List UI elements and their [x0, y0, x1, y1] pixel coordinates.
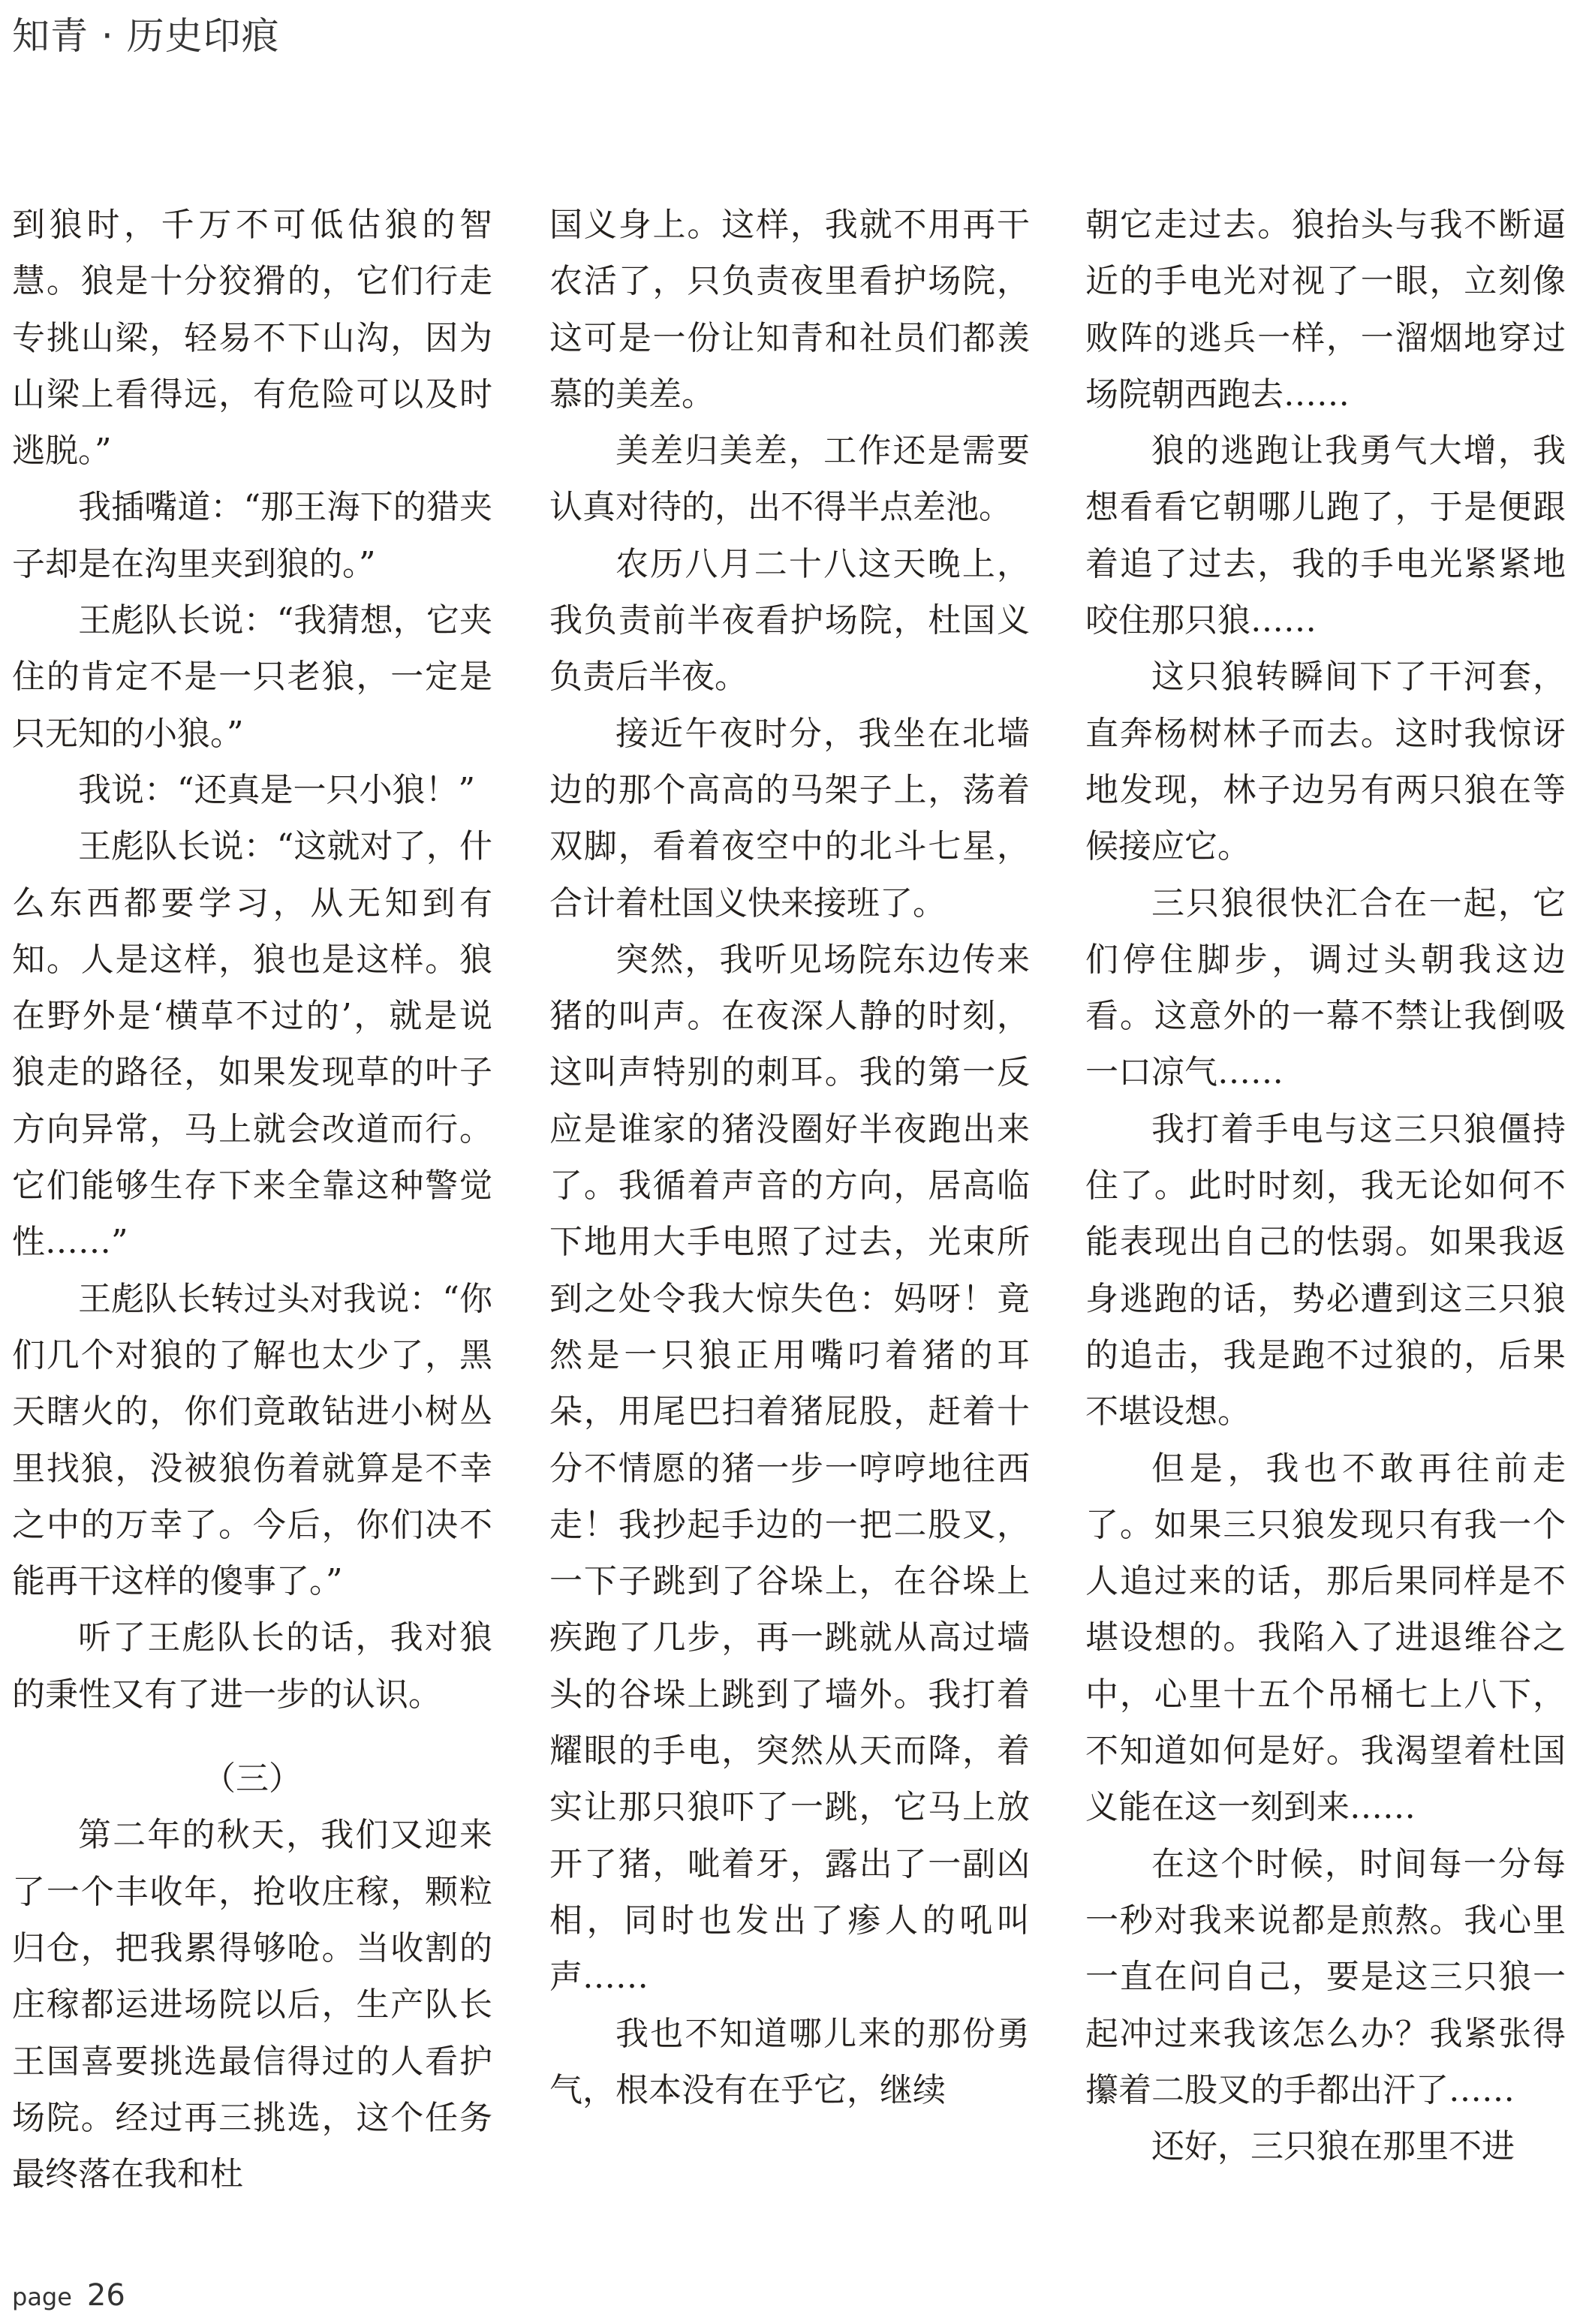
paragraph: 到狼时，千万不可低估狼的智慧。狼是十分狡猾的，它们行走专挑山梁，轻易不下山沟，因为山梁上看得远，有危险可以及时逃脱。”	[12, 206, 492, 471]
paragraph: 王彪队长说：“我猜想，它夹住的肯定不是一只老狼，一定是只无知的小狼。”	[12, 601, 492, 753]
paragraph: 狼的逃跑让我勇气大增，我想看看它朝哪儿跑了，于是便跟着追了过去，我的手电光紧紧地咬住那只狼……	[1085, 432, 1566, 640]
paragraph: 王彪队长说：“这就对了，什么东西都要学习，从无知到有知。人是这样，狼也是这样。狼在野外是‘横草不过的’，就是说狼走的路径，如果发现草的叶子方向异常，马上就会改道而行。它们能够生存下来全靠这种警觉性……”	[12, 827, 492, 1262]
paragraph: 我也不知道哪儿来的那份勇气，根本没有在乎它，继续	[549, 2014, 1030, 2109]
text-column-3	[1085, 197, 1566, 2175]
page-number: 26	[86, 2278, 125, 2313]
section-heading: （三）	[203, 1760, 302, 1799]
text-column-1	[12, 197, 492, 2202]
paragraph: 三只狼很快汇合在一起，它们停住脚步，调过头朝我这边看。这意外的一幕不禁让我倒吸一口凉气……	[1085, 884, 1566, 1092]
paragraph: 我打着手电与这三只狼僵持住了。此时时刻，我无论如何不能表现出自己的怯弱。如果我返身逃跑的话，势必遭到这三只狼的追击，我是跑不过狼的，后果不堪设想。	[1085, 1109, 1566, 1431]
paragraph: 王彪队长转过头对我说：“你们几个对狼的了解也太少了，黑天瞎火的，你们竟敢钻进小树丛里找狼，没被狼伤着就算是不幸之中的万幸了。今后，你们决不能再干这样的傻事了。”	[12, 1279, 492, 1601]
paragraph: 第二年的秋天，我们又迎来了一个丰收年，抢收庄稼，颗粒归仓，把我累得够呛。当收割的庄稼都运进场院以后，生产队长王国喜要挑选最信得过的人看护场院。经过再三挑选，这个任务最终落在我和杜	[12, 1816, 492, 2194]
paragraph: 听了王彪队长的话，我对狼的秉性又有了进一步的认识。	[12, 1618, 492, 1714]
paragraph: 接近午夜时分，我坐在北墙边的那个高高的马架子上，荡着双脚，看着夜空中的北斗七星，合计着杜国义快来接班了。	[549, 714, 1030, 923]
paragraph: 农历八月二十八这天晚上，我负责前半夜看护场院，杜国义负责后半夜。	[549, 544, 1030, 697]
paragraph: 我插嘴道：“那王海下的猎夹子却是在沟里夹到狼的。”	[12, 488, 492, 583]
paragraph: 在这个时候，时间每一分每一秒对我来说都是煎熬。我心里一直在问自己，要是这三只狼一起冲过来我该怎么办？我紧张得攥着二股叉的手都出汗了……	[1085, 1844, 1566, 2109]
paragraph: 突然，我听见场院东边传来猪的叫声。在夜深人静的时刻，这叫声特别的刺耳。我的第一反应是谁家的猪没圈好半夜跑出来了。我循着声音的方向，居高临下地用大手电照了过去，光束所到之处令我大惊失色：妈呀！竟然是一只狼正用嘴叼着猪的耳朵，用尾巴扫着猪屁股，赶着十分不情愿的猪一步一哼哼地往西走！我抄起手边的一把二股叉，一下子跳到了谷垛上，在谷垛上疾跑了几步，再一跳就从高过墙头的谷垛上跳到了墙外。我打着耀眼的手电，突然从天而降，着实让那只狼吓了一跳，它马上放开了猪，呲着牙，露出了一副凶相，同时也发出了瘆人的吼叫声……	[549, 940, 1030, 1997]
section-header: 知青 · 历史印痕	[12, 14, 280, 58]
paragraph: 这只狼转瞬间下了干河套，直奔杨树林子而去。这时我惊讶地发现，林子边另有两只狼在等候接应它。	[1085, 658, 1566, 866]
paragraph: 我说：“还真是一只小狼！”	[78, 770, 475, 809]
paragraph: 美差归美差，工作还是需要认真对待的，出不得半点差池。	[549, 432, 1030, 527]
paragraph: 国义身上。这样，我就不用再干农活了，只负责夜里看护场院，这可是一份让知青和社员们都羡慕的美差。	[549, 206, 1030, 414]
page-label: page	[12, 2283, 72, 2311]
page-footer	[12, 2278, 125, 2313]
text-column-2	[549, 197, 1030, 2118]
paragraph: 还好，三只狼在那里不进	[1151, 2127, 1515, 2166]
paragraph: 朝它走过去。狼抬头与我不断逼近的手电光对视了一眼，立刻像败阵的逃兵一样，一溜烟地穿过场院朝西跑去……	[1085, 206, 1566, 414]
paragraph: 但是，我也不敢再往前走了。如果三只狼发现只有我一个人追过来的话，那后果同样是不堪设想的。我陷入了进退维谷之中，心里十五个吊桶七上八下，不知道如何是好。我渴望着杜国义能在这一刻到来……	[1085, 1449, 1566, 1827]
